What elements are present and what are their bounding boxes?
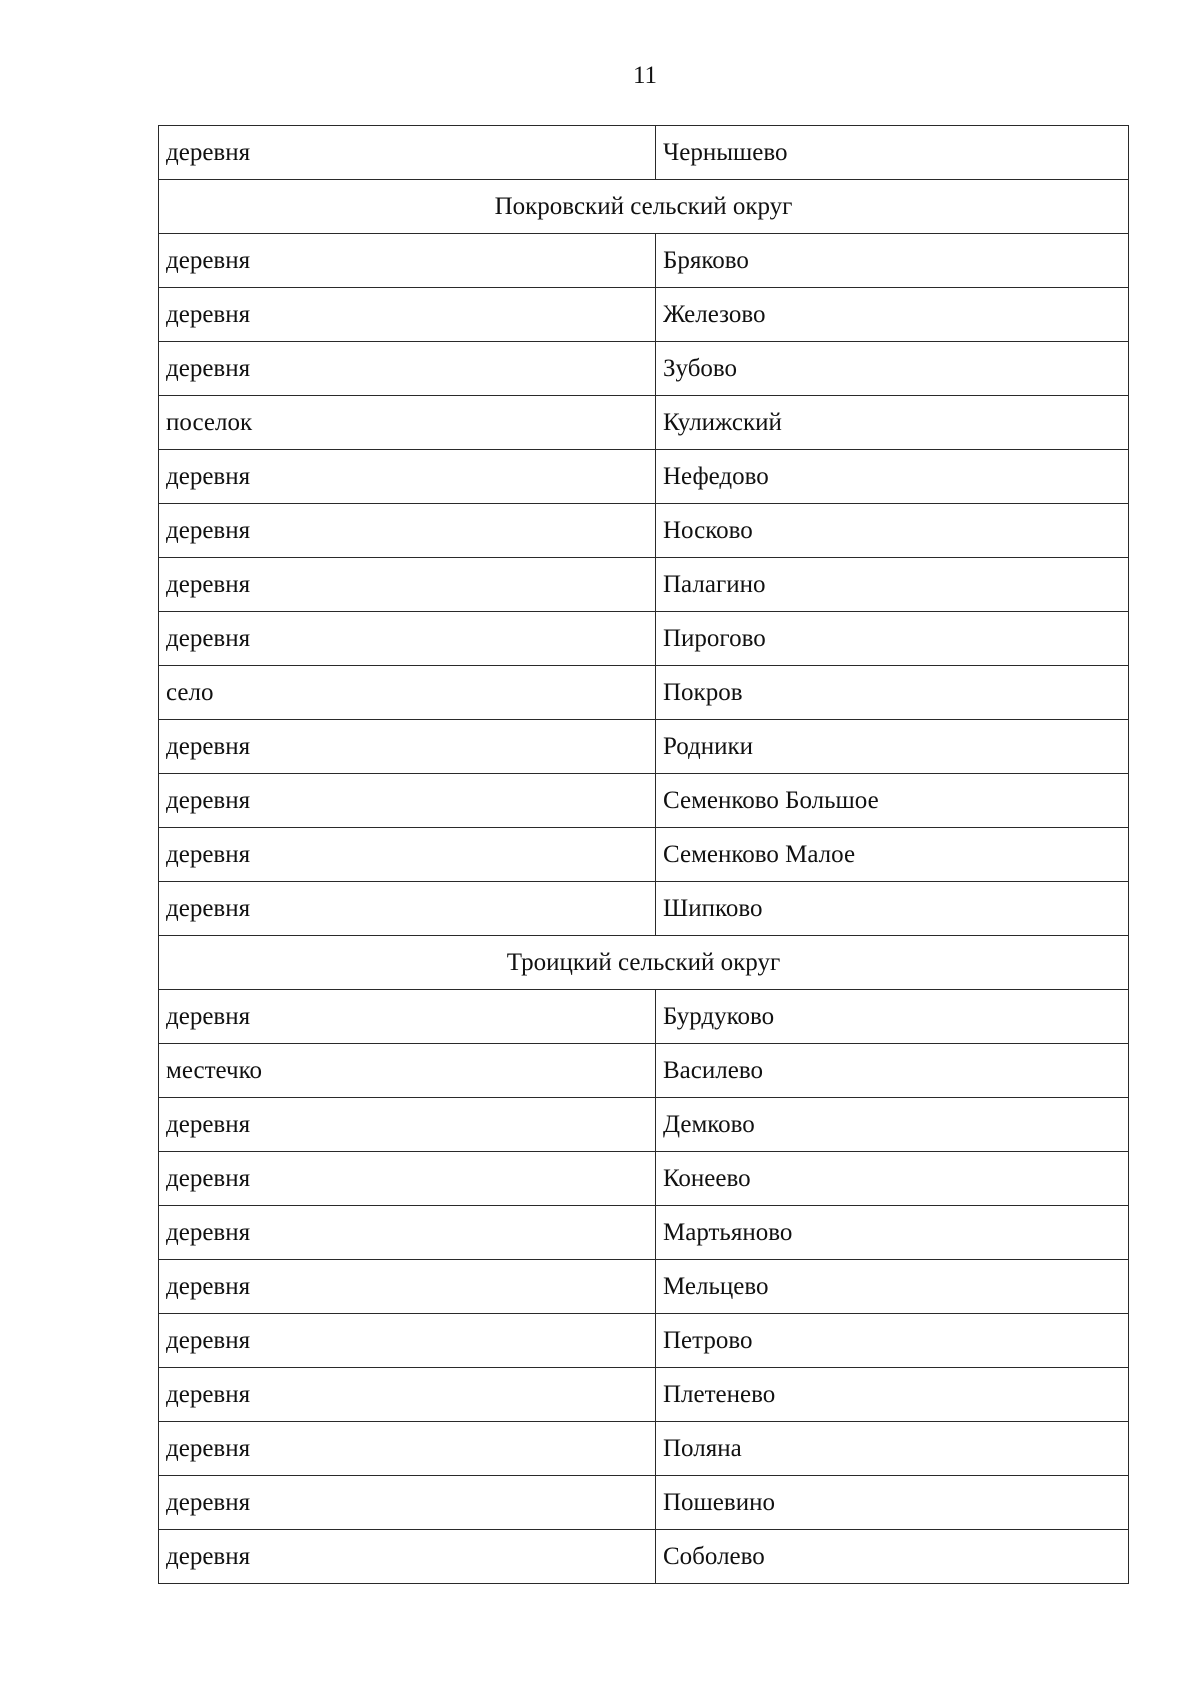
- table-row: [159, 1368, 1129, 1422]
- settlement-type-cell: деревня: [159, 612, 656, 666]
- settlement-name-cell: Пошевино: [656, 1476, 1129, 1530]
- settlement-name-cell: Бурдуково: [656, 990, 1129, 1044]
- settlement-type-cell: деревня: [159, 450, 656, 504]
- table-row: [159, 828, 1129, 882]
- settlement-name-cell: Мартьяново: [656, 1206, 1129, 1260]
- settlement-type-cell: деревня: [159, 720, 656, 774]
- settlement-type-cell: деревня: [159, 288, 656, 342]
- table-row: [159, 1422, 1129, 1476]
- settlement-type-cell: деревня: [159, 558, 656, 612]
- table-row: [159, 450, 1129, 504]
- settlement-name-cell: Зубово: [656, 342, 1129, 396]
- settlement-type-cell: деревня: [159, 828, 656, 882]
- settlements-table-body: [159, 126, 1129, 1584]
- settlement-name-cell: Палагино: [656, 558, 1129, 612]
- table-row: [159, 1530, 1129, 1584]
- settlement-name-cell: Нефедово: [656, 450, 1129, 504]
- settlement-name-cell: Шипково: [656, 882, 1129, 936]
- table-row: [159, 1098, 1129, 1152]
- table-row: [159, 612, 1129, 666]
- table-row: [159, 504, 1129, 558]
- settlement-type-cell: деревня: [159, 1368, 656, 1422]
- settlement-type-cell: деревня: [159, 1098, 656, 1152]
- settlement-name-cell: Чернышево: [656, 126, 1129, 180]
- table-row: [159, 1152, 1129, 1206]
- settlement-type-cell: деревня: [159, 882, 656, 936]
- table-row: [159, 666, 1129, 720]
- table-row: [159, 558, 1129, 612]
- table-row: [159, 1314, 1129, 1368]
- settlement-type-cell: деревня: [159, 126, 656, 180]
- section-header-row: [159, 936, 1129, 990]
- settlement-name-cell: Железово: [656, 288, 1129, 342]
- settlement-name-cell: Покров: [656, 666, 1129, 720]
- settlement-name-cell: Кулижский: [656, 396, 1129, 450]
- section-header-row: [159, 180, 1129, 234]
- table-row: [159, 774, 1129, 828]
- table-row: [159, 342, 1129, 396]
- settlement-type-cell: деревня: [159, 1422, 656, 1476]
- table-row: [159, 126, 1129, 180]
- settlement-name-cell: Конеево: [656, 1152, 1129, 1206]
- settlement-type-cell: деревня: [159, 990, 656, 1044]
- table-row: [159, 1260, 1129, 1314]
- settlement-type-cell: деревня: [159, 1530, 656, 1584]
- settlement-type-cell: деревня: [159, 1314, 656, 1368]
- settlement-name-cell: Носково: [656, 504, 1129, 558]
- table-row: [159, 1476, 1129, 1530]
- settlement-type-cell: деревня: [159, 774, 656, 828]
- table-row: [159, 234, 1129, 288]
- settlement-name-cell: Пирогово: [656, 612, 1129, 666]
- table-row: [159, 882, 1129, 936]
- settlement-name-cell: Бряково: [656, 234, 1129, 288]
- settlement-name-cell: Семенково Малое: [656, 828, 1129, 882]
- settlement-name-cell: Петрово: [656, 1314, 1129, 1368]
- settlement-name-cell: Родники: [656, 720, 1129, 774]
- section-title: Покровский сельский округ: [159, 180, 1129, 234]
- table-row: [159, 990, 1129, 1044]
- table-row: [159, 1044, 1129, 1098]
- settlement-name-cell: Соболево: [656, 1530, 1129, 1584]
- settlement-name-cell: Поляна: [656, 1422, 1129, 1476]
- settlement-type-cell: деревня: [159, 1476, 656, 1530]
- settlement-name-cell: Плетенево: [656, 1368, 1129, 1422]
- table-row: [159, 720, 1129, 774]
- settlement-name-cell: Мельцево: [656, 1260, 1129, 1314]
- settlement-type-cell: село: [159, 666, 656, 720]
- settlement-type-cell: местечко: [159, 1044, 656, 1098]
- settlement-type-cell: деревня: [159, 1260, 656, 1314]
- page-number: 11: [632, 62, 658, 89]
- settlement-type-cell: деревня: [159, 504, 656, 558]
- settlement-type-cell: деревня: [159, 234, 656, 288]
- table-row: [159, 1206, 1129, 1260]
- settlement-name-cell: Василево: [656, 1044, 1129, 1098]
- settlement-type-cell: деревня: [159, 1206, 656, 1260]
- settlement-name-cell: Семенково Большое: [656, 774, 1129, 828]
- settlement-type-cell: поселок: [159, 396, 656, 450]
- settlement-type-cell: деревня: [159, 1152, 656, 1206]
- settlement-type-cell: деревня: [159, 342, 656, 396]
- table-row: [159, 396, 1129, 450]
- settlement-name-cell: Демково: [656, 1098, 1129, 1152]
- section-title: Троицкий сельский округ: [159, 936, 1129, 990]
- table-row: [159, 288, 1129, 342]
- settlements-table: [158, 125, 1129, 1584]
